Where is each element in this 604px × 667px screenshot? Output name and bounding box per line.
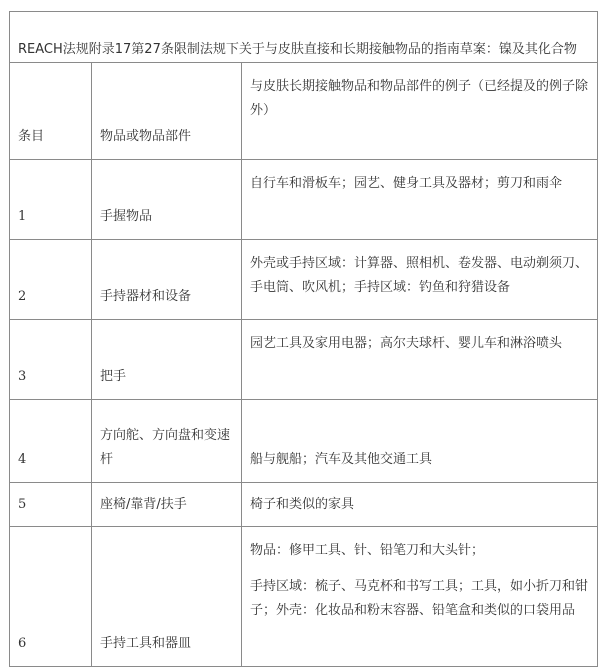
row-number: 2 [10, 240, 92, 320]
example-text: 椅子和类似的家具 [250, 496, 355, 512]
row-item: 座椅/靠背/扶手 [92, 483, 242, 527]
row-item: 方向舵、方向盘和变速杆 [92, 400, 242, 483]
header-item: 物品或物品部件 [92, 63, 242, 160]
example-text: 物品：修甲工具、针、铅笔刀和大头针； [250, 543, 485, 558]
table-row [10, 483, 598, 527]
example-text: 船与舰船；汽车及其他交通工具 [250, 452, 433, 467]
table-row [10, 160, 598, 240]
row-examples [242, 160, 598, 240]
row-number: 6 [10, 527, 92, 667]
example-text: 园艺工具及家用电器；高尔夫球杆、婴儿车和淋浴喷头 [250, 336, 563, 351]
row-number: 1 [10, 160, 92, 240]
row-examples [242, 527, 598, 667]
row-number: 5 [10, 483, 92, 527]
example-text: 外壳或手持区域：计算器、照相机、卷发器、电动剃须刀、手电筒、吹风机；手持区域：钓鱼和狩猎设备 [250, 256, 589, 295]
row-item: 手持工具和器皿 [92, 527, 242, 667]
table-row [10, 320, 598, 400]
row-item: 把手 [92, 320, 242, 400]
header-row [10, 63, 598, 160]
table-title: REACH法规附录17第27条限制法规下关于与皮肤直接和长期接触物品的指南草案：镍及其化合物 [10, 12, 598, 63]
table-row [10, 240, 598, 320]
table-row [10, 527, 598, 667]
nickel-guidance-table [9, 11, 598, 667]
example-text: 自行车和滑板车；园艺、健身工具及器材；剪刀和雨伞 [250, 176, 563, 191]
header-examples: 与皮肤长期接触物品和物品部件的例子（已经提及的例子除外） [242, 63, 598, 160]
row-examples [242, 240, 598, 320]
row-number: 4 [10, 400, 92, 483]
table-row [10, 400, 598, 483]
row-examples [242, 400, 598, 483]
row-item: 手持器材和设备 [92, 240, 242, 320]
example-text: 手持区域：梳子、马克杯和书写工具；工具，如小折刀和钳子；外壳：化妆品和粉末容器、铅笔盒和类似的口袋用品 [250, 579, 589, 618]
row-number: 3 [10, 320, 92, 400]
row-item: 手握物品 [92, 160, 242, 240]
row-examples [242, 483, 598, 527]
title-row [10, 12, 598, 63]
header-entry: 条目 [10, 63, 92, 160]
row-examples [242, 320, 598, 400]
